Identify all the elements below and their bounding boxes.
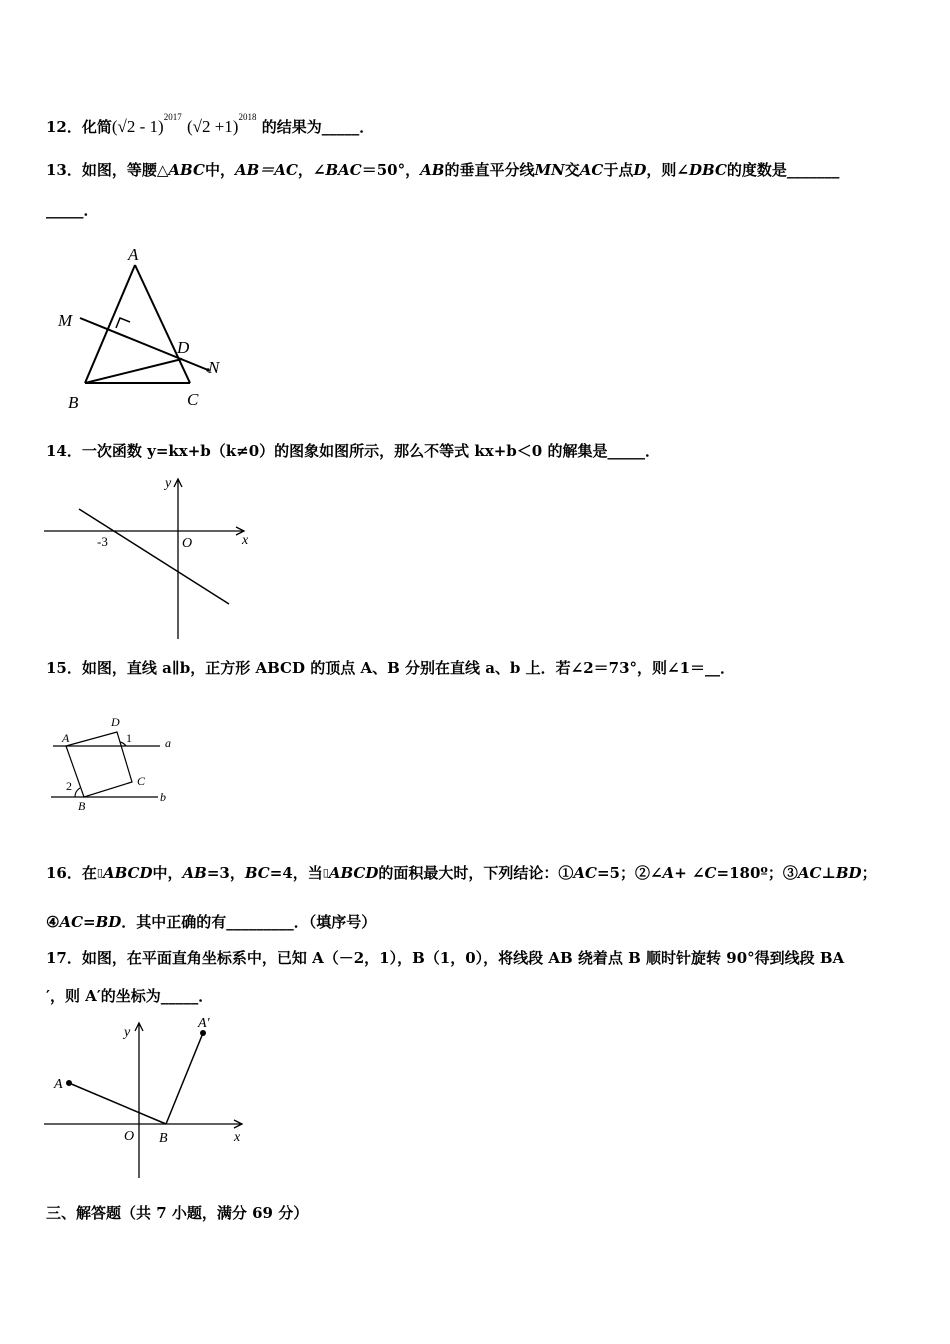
label-M: M [58, 311, 73, 330]
q12-base2: (√2 +1) [186, 117, 239, 136]
q13-text-b: 中， [204, 161, 235, 179]
label-origin: O [124, 1129, 135, 1144]
q13-ab-eq-ac: AB＝AC [234, 161, 298, 179]
question-17-line2: ′，则 A′的坐标为_____． [46, 987, 214, 1005]
q16-text-c: 的面积最大时，下列结论：① [378, 864, 574, 882]
q12-exp1: 2017 [163, 112, 182, 122]
label-x: x [242, 533, 249, 548]
missing-glyph-icon: ▯ [96, 866, 103, 879]
label-a: a [165, 736, 171, 750]
q16-ac: AC [573, 864, 597, 882]
q16-eq180: =180º；③ [716, 864, 798, 882]
label-C: C [137, 774, 146, 788]
q13-mn: MN [534, 161, 565, 179]
label-b: b [160, 790, 166, 804]
q12-exp2: 2018 [238, 112, 257, 122]
q16-angle-a: A [662, 864, 675, 882]
question-15: 15．如图，直线 a∥b，正方形 ABCD 的顶点 A、B 分别在直线 a、b 上．若∠2＝73°，则∠1＝__． [46, 659, 736, 677]
label-A: A [128, 245, 139, 264]
q13-text-f: 交 [564, 161, 580, 179]
label-y: y [124, 1025, 131, 1040]
question-12 [46, 113, 374, 137]
q13-text-d: ＝50°， [361, 161, 421, 179]
q16-angle-c: C [704, 864, 717, 882]
label-neg3: -3 [97, 534, 108, 549]
question-14: 14．一次函数 y=kx+b（k≠0）的图象如图所示，那么不等式 kx+b＜0 的解集是_____． [46, 442, 660, 460]
q16-bd: BD [835, 864, 862, 882]
q13-ac: AC [579, 161, 604, 179]
section-3-heading: 三、解答题（共 7 小题，满分 69 分） [46, 1204, 309, 1222]
q13-ab: AB [420, 161, 445, 179]
q12-base1: (√2 - 1) [111, 117, 164, 136]
label-D: D [177, 338, 190, 357]
label-A: A [54, 1077, 63, 1092]
question-16 [46, 863, 877, 883]
q16-text-end: ．其中正确的有_________．（填序号） [121, 913, 377, 931]
q16-eq5: =5；②∠ [596, 864, 663, 882]
angle-2-arc [75, 788, 80, 797]
q16-ab: AB [182, 864, 207, 882]
function-line [79, 509, 229, 604]
question-13 [46, 160, 839, 180]
q13-text-c: ，∠ [297, 161, 326, 179]
point-a [66, 1080, 72, 1086]
segment-bd [85, 359, 182, 383]
q12-prefix: 化简 [81, 118, 112, 136]
label-y: y [165, 476, 172, 491]
label-D: D [111, 715, 120, 729]
q13-bac: BAC [325, 161, 362, 179]
label-B: B [159, 1131, 168, 1146]
q16-abcd-2: ABCD [328, 864, 379, 882]
question-16-line2 [46, 912, 376, 932]
label-N: N [208, 358, 220, 377]
q13-d: D [633, 161, 647, 179]
q12-suffix: 的结果为_____． [261, 118, 375, 136]
q16-ac-eq-bd: AC=BD [59, 913, 122, 931]
q16-eq3: =3， [206, 864, 245, 882]
q16-text-a: 16．在 [46, 864, 97, 882]
right-angle-mark [116, 318, 130, 328]
q13-text-i: 的度数是_______ [726, 161, 840, 179]
q16-perp: ⊥ [821, 864, 836, 882]
missing-glyph-icon: ▯ [322, 866, 329, 879]
label-C: C [187, 390, 199, 409]
figure-15-square [48, 708, 198, 818]
q16-ac-perp: AC [797, 864, 822, 882]
q13-dbc: DBC [688, 161, 727, 179]
square-abcd [66, 732, 132, 797]
q13-abc: ABC [168, 161, 205, 179]
label-angle-1: 1 [126, 731, 132, 745]
q13-text-e: 的垂直平分线 [444, 161, 535, 179]
label-A: A [62, 731, 70, 745]
label-origin: O [182, 536, 193, 551]
figure-17-coordinates [44, 1018, 254, 1183]
q16-semi: ； [861, 864, 877, 882]
question-17: 17．如图，在平面直角坐标系中，已知 A（－2，1），B（1，0），将线段 AB 绕着点 B 顺时针旋转 90°得到线段 BA [46, 949, 845, 967]
question-13-line2: _____． [46, 201, 99, 219]
q13-text-a: 13．如图，等腰△ [46, 161, 169, 179]
q16-eq4: =4，当 [269, 864, 323, 882]
label-B: B [68, 393, 79, 412]
q13-text-g: 于点 [603, 161, 634, 179]
label-angle-2: 2 [66, 779, 72, 793]
label-x: x [234, 1130, 241, 1145]
q16-bc: BC [244, 864, 270, 882]
q13-text-h: ，则∠ [646, 161, 689, 179]
q12-number: 12． [46, 118, 82, 136]
label-A-prime: A′ [198, 1016, 210, 1031]
segment-ba-prime [166, 1033, 203, 1124]
q16-text-b: 中， [152, 864, 183, 882]
q16-abcd: ABCD [102, 864, 153, 882]
side-ac [135, 265, 190, 383]
segment-ab [69, 1083, 166, 1124]
label-B: B [78, 799, 86, 813]
q16-plus: + ∠ [674, 864, 705, 882]
figure-13-triangle [50, 240, 240, 420]
figure-14-graph [44, 474, 264, 644]
q16-circle-4: ④ [46, 913, 60, 931]
